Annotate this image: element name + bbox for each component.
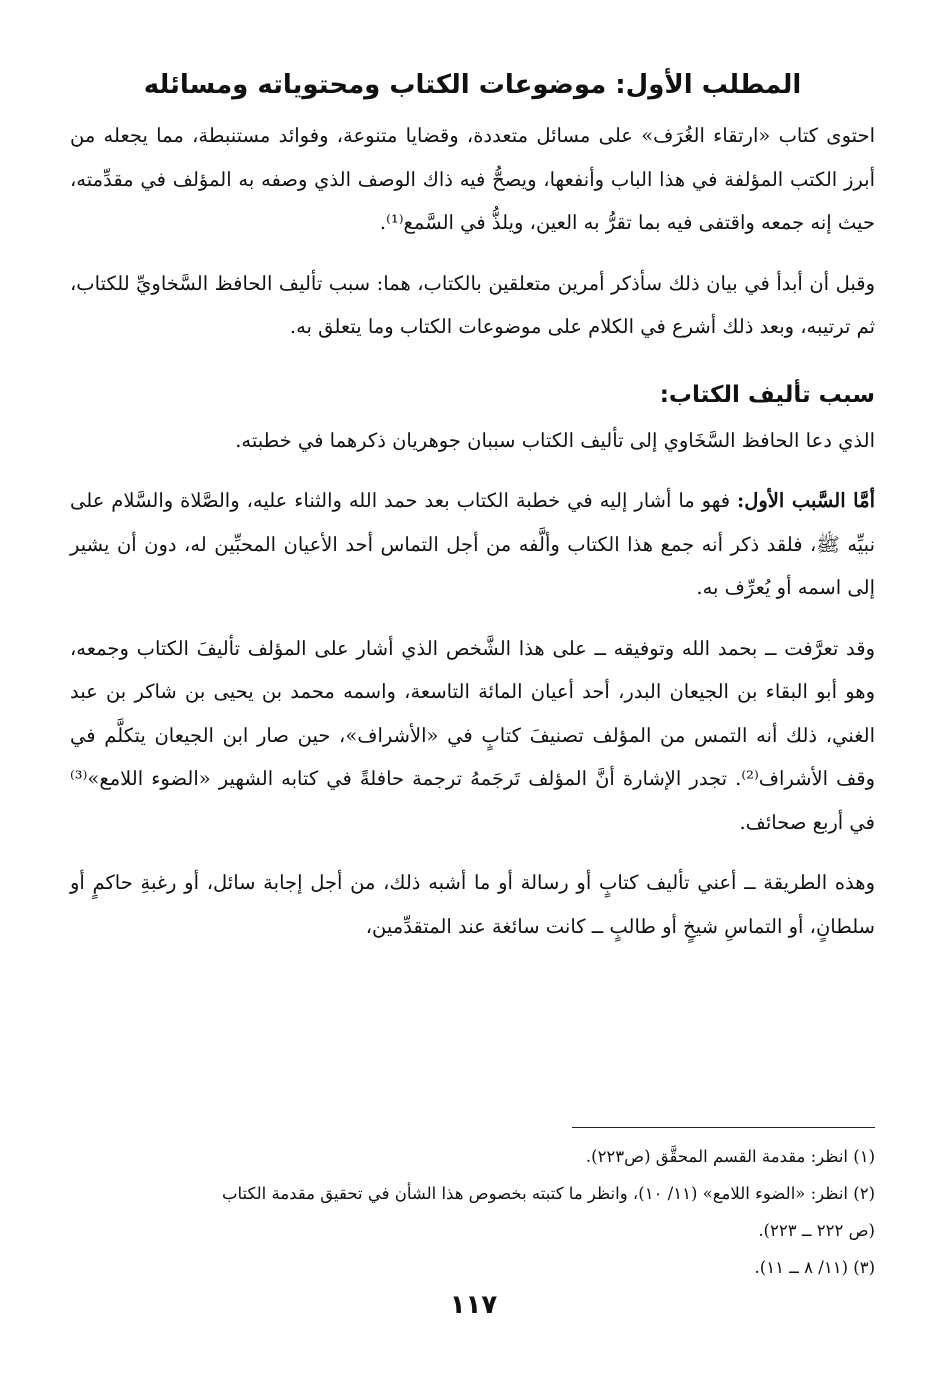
section-heading: سبب تأليف الكتاب: (659, 381, 875, 408)
paragraph-first-reason (70, 479, 875, 610)
first-reason-text: فهو ما أشار إليه في خطبة الكتاب بعد حمد الله والثناء عليه، والصَّلاة والسَّلام على نبيِّه ﷺ، فلقد ذكر أنه جمع هذا الكتاب وألَّفه من أجل التماس أحد الأعيان المحبِّين له، دون أن يشير إلى اسمه أو يُعرِّف به. (70, 489, 875, 599)
first-reason-label: أمَّا السَّبب الأول: (737, 489, 875, 512)
paragraph-contents: احتوى كتاب «ارتقاء الغُرَف» على مسائل متعددة، وقضايا متنوعة، وفوائد مستنبطة، مما يجعله من أبرز الكتب المؤلفة في هذا الباب وأنفعها، ويصحُّ فيه ذاك الوصف الذي وصفه به المؤلف في مقدِّمته، حيث إنه جمعه واقتفى فيه بما تقرُّ به العين، ويلذُّ في السَّمع⁽¹⁾. (70, 124, 875, 234)
footnote-2-continuation: (ص ٢٢٢ ــ ٢٢٣). (758, 1221, 875, 1240)
footnotes (70, 1138, 875, 1286)
footnote-1: (١) انظر: مقدمة القسم المحقَّق (ص٢٢٣). (585, 1147, 875, 1166)
footnote-3: (٣) (١١/ ٨ ــ ١١). (754, 1258, 875, 1277)
paragraph-identification: وقد تعرَّفت ــ بحمد الله وتوفيقه ــ على هذا الشَّخص الذي أشار على المؤلف تأليفَ الكتاب وجمعه، وهو أبو البقاء بن الجيعان البدر، أحد أعيان المائة التاسعة، واسمه محمد بن يحيى بن شاكر بن عبد الغني، ذلك أنه التمس من المؤلف تصنيفَ كتابٍ في «الأشراف»، حين صار ابن الجيعان يتكلَّم في وقف الأشراف⁽²⁾. تجدر الإشارة أنَّ المؤلف تَرجَمهُ ترجمة حافلةً في كتابه الشهير «الضوء اللامع»⁽³⁾ في أربع صحائف. (70, 636, 875, 834)
paragraph-preface: وقبل أن أبدأ في بيان ذلك سأذكر أمرين متعلقين بالكتاب، هما: سبب تأليف الحافظ السَّخاويِّ للكتاب، ثم ترتيبه، وبعد ذلك أشرع في الكلام على موضوعات الكتاب وما يتعلق به. (70, 271, 875, 338)
footnote-2: (٢) انظر: «الضوء اللامع» (١١/ ١٠)، وانظر ما كتبته بخصوص هذا الشأن في تحقيق مقدمة الكتاب (221, 1184, 875, 1203)
page-title: المطلب الأول: موضوعات الكتاب ومحتوياته ومسائله (143, 70, 802, 100)
page-number: ١١٧ (449, 1290, 498, 1320)
paragraph-intro: الذي دعا الحافظ السَّخَاوي إلى تأليف الكتاب سببان جوهريان ذكرهما في خطبته. (235, 428, 875, 452)
paragraph-method: وهذه الطريقة ــ أعني تأليف كتابٍ أو رسالة أو ما أشبه ذلك، من أجل إجابة سائل، أو رغبةِ حاكمٍ أو سلطانٍ، أو التماسِ شيخٍ أو طالبٍ ــ كانت سائغة عند المتقدِّمين، (70, 871, 875, 938)
